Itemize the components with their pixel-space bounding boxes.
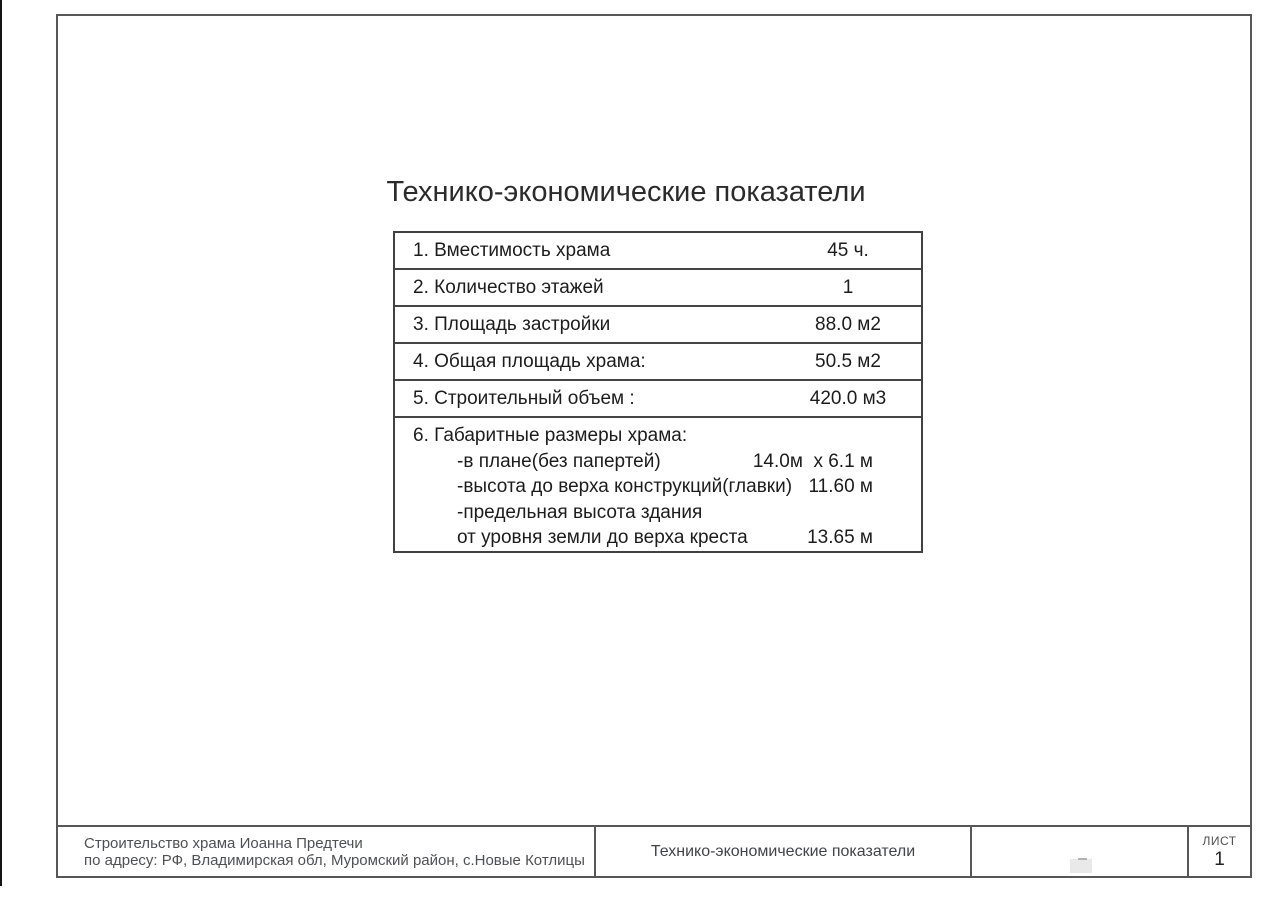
table-row bbox=[395, 270, 921, 307]
dimensions-header: 6. Габаритные размеры храма: bbox=[413, 425, 688, 446]
dimension-line bbox=[395, 500, 921, 526]
row-label: 1. Вместимость храма bbox=[413, 239, 611, 261]
title-block bbox=[56, 825, 1252, 878]
row-value: 420.0 м3 bbox=[809, 387, 887, 409]
page-title: Технико-экономические показатели bbox=[386, 176, 866, 208]
indicators-table bbox=[393, 231, 923, 553]
title-block-project-cell bbox=[58, 827, 594, 876]
row-value: 45 ч. bbox=[827, 239, 869, 261]
row-label: 2. Количество этажей bbox=[413, 276, 604, 298]
dimension-label: от уровня земли до верха креста bbox=[457, 527, 748, 548]
sheet-number: 1 bbox=[1214, 849, 1225, 870]
stamp-smudge bbox=[1070, 859, 1092, 873]
dimension-label: -предельная высота здания bbox=[457, 501, 703, 523]
row-value: 1 bbox=[842, 276, 854, 298]
dimension-value: 14.0м x 6.1 м bbox=[752, 450, 873, 472]
sheet-title-text: Технико-экономические показатели bbox=[650, 842, 916, 860]
table-row bbox=[395, 307, 921, 344]
title-block-sheet-number-cell bbox=[1187, 827, 1250, 876]
row-value: 88.0 м2 bbox=[815, 313, 881, 335]
screen-left-edge-line bbox=[0, 0, 2, 886]
title-block-sheet-title-cell bbox=[594, 827, 970, 876]
dimension-line bbox=[395, 449, 921, 475]
row-label: 3. Площадь застройки bbox=[413, 313, 611, 335]
table-row bbox=[395, 344, 921, 381]
table-row bbox=[395, 381, 921, 418]
dimension-line bbox=[395, 525, 921, 551]
sheet-label: ЛИСТ bbox=[1202, 834, 1237, 848]
row-label: 5. Строительный объем : bbox=[413, 387, 635, 409]
row-label: 4. Общая площадь храма: bbox=[413, 350, 646, 372]
dimension-label: -в плане(без папертей) bbox=[457, 450, 661, 472]
table-row-dimensions bbox=[395, 418, 921, 551]
table-row bbox=[395, 233, 921, 270]
project-address-line: по адресу: РФ, Владимирская обл, Муромский район, с.Новые Котлицы bbox=[84, 851, 585, 869]
dimension-value: 11.60 м bbox=[808, 476, 873, 497]
row-value: 50.5 м2 bbox=[815, 350, 881, 372]
title-block-stamp-cell bbox=[970, 827, 1187, 876]
dimension-value: 13.65 м bbox=[807, 527, 873, 548]
project-name-line: Строительство храма Иоанна Предтечи bbox=[84, 834, 363, 852]
dimension-label: -высота до верха конструкций(главки) bbox=[457, 476, 793, 497]
dimension-line bbox=[395, 474, 921, 500]
